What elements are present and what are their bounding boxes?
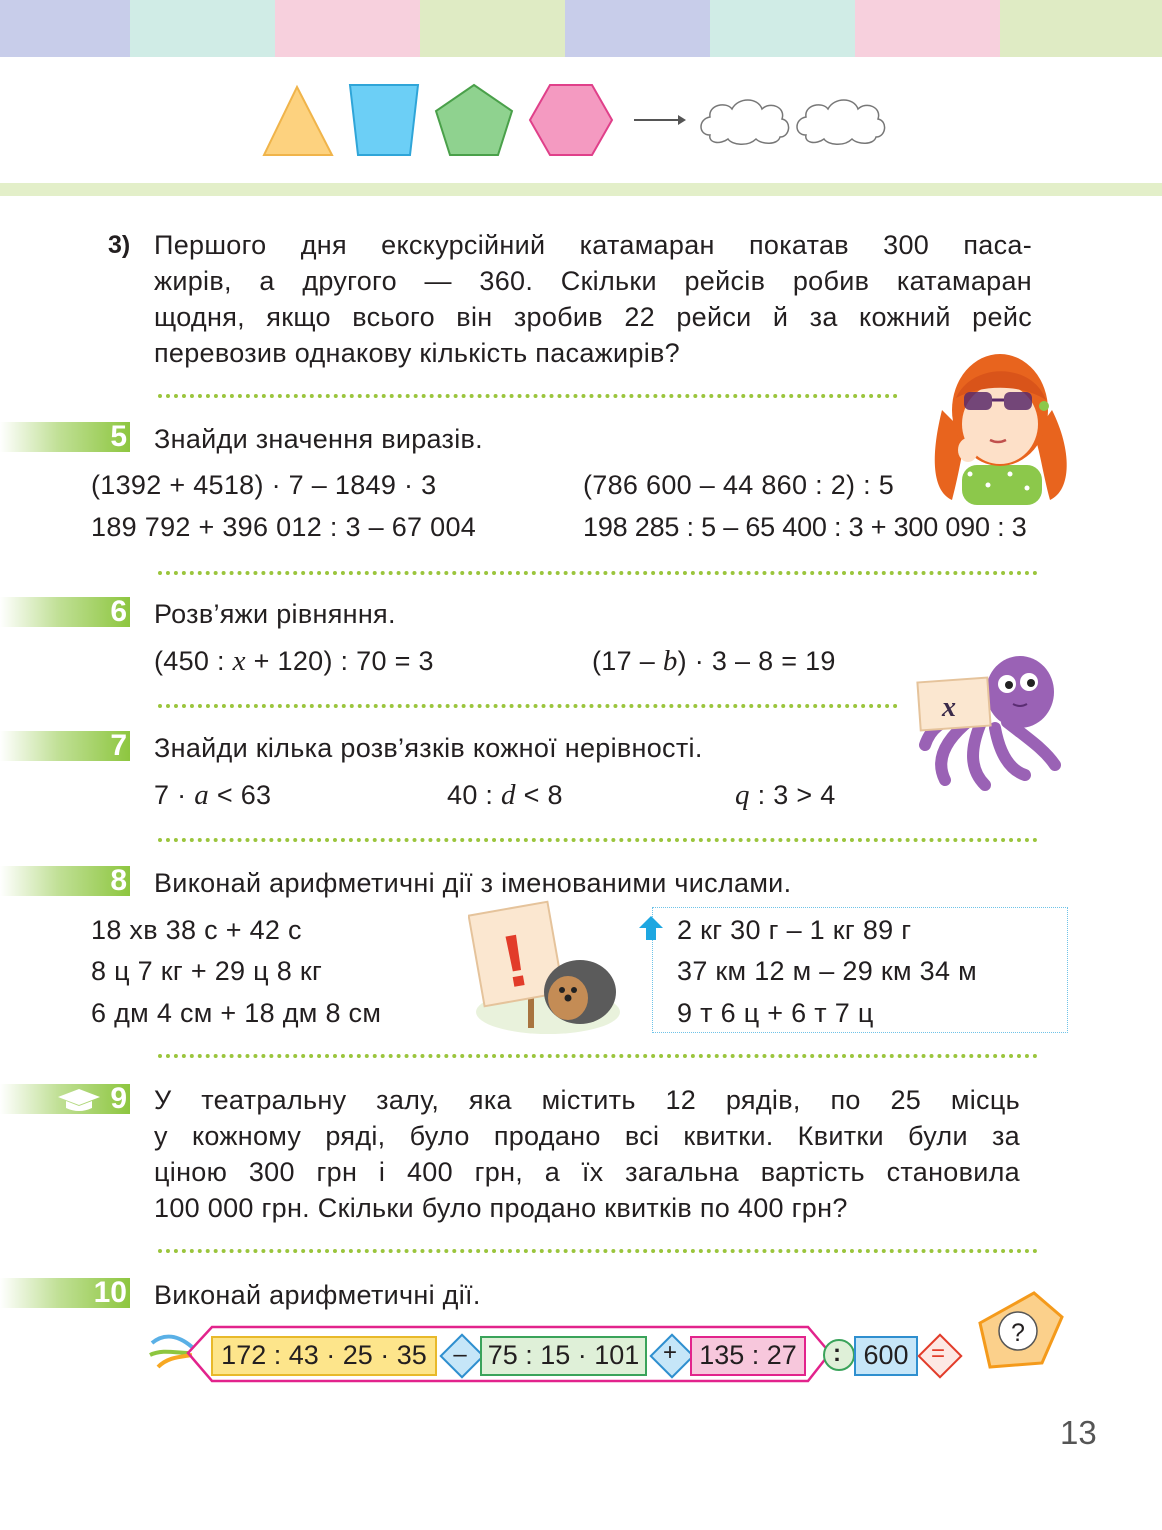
task-number-tab	[0, 731, 130, 761]
task-number: 8	[110, 864, 127, 897]
task9-line: у кожному ряді, було продано всі квитки. Квитки були за	[154, 1121, 1020, 1151]
task3-line: Першого дня екскурсійний катамаран покатав 300 паса-	[154, 230, 1032, 260]
expression: 189 792 + 396 012 : 3 – 67 004	[91, 512, 477, 542]
girl-illustration	[922, 340, 1077, 505]
task-number-tab	[0, 422, 130, 452]
top-color-strip	[0, 0, 1162, 57]
task3-line: щодня, якщо всього він зробив 22 рейси й за кожний рейс	[154, 302, 1032, 332]
variable: a	[194, 779, 210, 811]
kite-tail-ribbon-icon	[150, 1337, 192, 1367]
task7-title: Знайди кілька розв’язків кожної нерівності.	[154, 733, 703, 763]
shapes-sequence	[250, 75, 890, 170]
task9-text	[154, 1082, 1020, 1226]
variable: d	[501, 779, 516, 811]
strip-block	[565, 0, 710, 57]
strip-block	[275, 0, 420, 57]
task-number-tab	[0, 597, 130, 627]
task3-text	[154, 227, 1032, 371]
strip-block	[1000, 0, 1162, 57]
named-numbers-expression: 2 кг 30 г – 1 кг 89 г	[677, 915, 912, 945]
task-number-tab	[0, 1278, 130, 1308]
task-number: 10	[93, 1276, 127, 1309]
answer-line	[158, 394, 898, 398]
named-numbers-expression: 18 хв 38 с + 42 с	[91, 915, 302, 945]
expression-box: 600	[854, 1336, 918, 1376]
equation-part: ) · 3 – 8 = 19	[677, 646, 836, 676]
task9-line: 100 000 грн. Скільки було продано квитків по 400 грн?	[154, 1193, 848, 1223]
inequality	[447, 777, 563, 813]
card-letter: x	[942, 692, 956, 723]
expression: (1392 + 4518) · 7 – 1849 · 3	[91, 470, 437, 500]
inequality-part: 40 :	[447, 780, 502, 810]
level-up-arrow-icon	[638, 914, 664, 942]
task9-line: ціною 300 грн і 400 грн, а їх загальна вартість становила	[154, 1157, 1020, 1187]
answer-line	[158, 704, 898, 708]
expression: 198 285 : 5 – 65 400 : 3 + 300 090 : 3	[583, 512, 1027, 542]
inequality-part: 7 ·	[154, 780, 195, 810]
task3-line: жирів, а другого — 360. Скільки рейсів робив катамаран	[154, 266, 1032, 296]
strip-block	[710, 0, 855, 57]
task-number: 9	[110, 1082, 127, 1115]
variable: x	[232, 645, 246, 677]
task8-title: Виконай арифметичні дії з іменованими числами.	[154, 868, 792, 898]
named-numbers-expression: 37 км 12 м – 29 км 34 м	[677, 956, 977, 986]
task-number: 7	[110, 729, 127, 762]
strip-block	[0, 0, 130, 57]
task5-title: Знайди значення виразів.	[154, 424, 483, 454]
hedgehog-illustration	[468, 900, 623, 1035]
task10-title: Виконай арифметичні дії.	[154, 1280, 481, 1310]
operator-divide: :	[833, 1340, 841, 1367]
strip-block	[420, 0, 565, 57]
inequality-part: < 8	[515, 780, 563, 810]
task6-title: Розв’яжи рівняння.	[154, 599, 396, 629]
task-number-tab	[0, 866, 130, 896]
kite-question-mark: ?	[1011, 1319, 1025, 1347]
task9-line: У театральну залу, яка містить 12 рядів, по 25 місць	[154, 1085, 1020, 1115]
inequality-part: : 3 > 4	[749, 780, 836, 810]
inequality	[735, 777, 836, 813]
named-numbers-expression: 6 дм 4 см + 18 дм 8 см	[91, 998, 382, 1028]
named-numbers-expression: 9 т 6 ц + 6 т 7 ц	[677, 998, 874, 1028]
equation-part: (450 :	[154, 646, 233, 676]
exclamation-sign: !	[495, 917, 535, 1004]
header-divider	[0, 183, 1162, 196]
pentagon-shape-icon	[436, 85, 512, 155]
operator-minus: –	[453, 1341, 467, 1368]
variable: b	[662, 645, 678, 677]
cloud-icon	[797, 100, 885, 144]
cloud-icon	[701, 100, 789, 144]
page-number: 13	[1060, 1414, 1097, 1451]
graduation-cap-icon	[56, 1087, 102, 1113]
subtask-label: 3)	[108, 231, 131, 259]
strip-block	[130, 0, 275, 57]
equation-part: + 120) : 70 = 3	[245, 646, 434, 676]
named-numbers-expression: 8 ц 7 кг + 29 ц 8 кг	[91, 956, 323, 986]
trapezoid-shape-icon	[350, 85, 418, 155]
task3-line: перевозив однакову кількість пасажирів?	[154, 338, 680, 368]
answer-line	[158, 1054, 1038, 1058]
triangle-shape-icon	[264, 87, 332, 155]
octopus-illustration	[915, 650, 1065, 795]
operator-equals: =	[930, 1340, 945, 1367]
equation	[154, 643, 434, 679]
equation-part: (17 –	[592, 646, 663, 676]
variable: q	[735, 779, 750, 811]
operator-plus: +	[662, 1339, 677, 1366]
task-number: 5	[110, 420, 127, 453]
inequality-part: < 63	[209, 780, 272, 810]
expression-box: 75 : 15 · 101	[480, 1336, 647, 1376]
expression-box: 172 : 43 · 25 · 35	[211, 1336, 437, 1376]
inequality	[154, 777, 271, 813]
arrow-right-icon	[634, 115, 686, 125]
answer-line	[158, 838, 1038, 842]
expression-box: 135 : 27	[690, 1336, 806, 1376]
answer-line	[158, 1249, 1038, 1253]
hexagon-shape-icon	[530, 85, 612, 155]
equation	[592, 643, 836, 679]
strip-block	[855, 0, 1000, 57]
answer-line	[158, 571, 1038, 575]
task-number: 6	[110, 595, 127, 628]
expression: (786 600 – 44 860 : 2) : 5	[583, 470, 895, 500]
